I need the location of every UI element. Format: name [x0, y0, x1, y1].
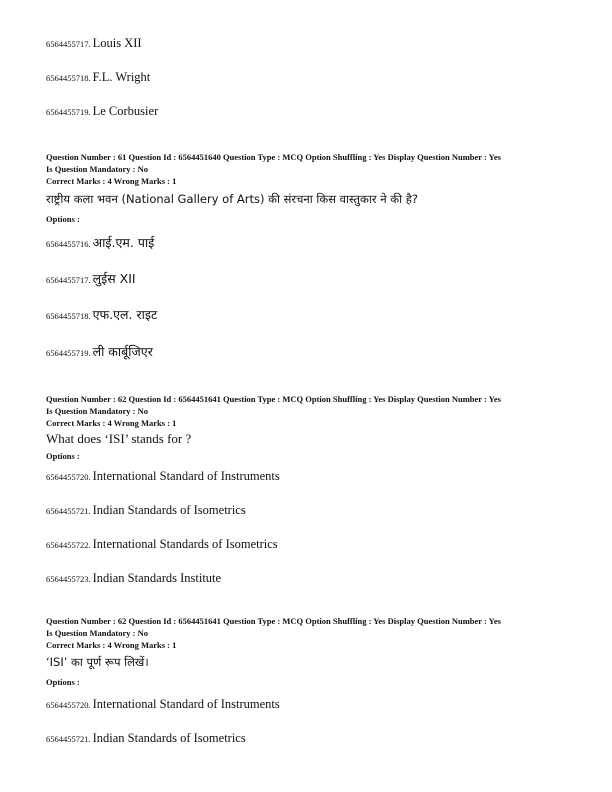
option-item	[46, 270, 136, 288]
option-item	[46, 234, 154, 252]
option-text: Indian Standards of Isometrics	[92, 503, 246, 517]
mandatory-line: Is Question Mandatory : No	[46, 406, 149, 416]
option-id: 6564455719.	[46, 348, 91, 358]
options-label: Options :	[46, 677, 80, 687]
option-item	[46, 68, 150, 86]
option-id: 6564455718.	[46, 311, 91, 321]
option-item	[46, 102, 158, 120]
option-id: 6564455718.	[46, 73, 91, 83]
option-item	[46, 343, 153, 361]
mandatory-line: Is Question Mandatory : No	[46, 628, 149, 638]
option-id: 6564455721.	[46, 734, 91, 744]
options-label: Options :	[46, 451, 80, 461]
option-text: Louis XII	[92, 36, 142, 50]
option-text: लुईस XII	[92, 271, 136, 286]
option-item	[46, 306, 157, 324]
option-id: 6564455721.	[46, 506, 91, 516]
option-text: Indian Standards Institute	[92, 571, 222, 585]
option-text: International Standard of Instruments	[92, 469, 280, 483]
marks-line: Correct Marks : 4 Wrong Marks : 1	[46, 176, 177, 186]
option-item	[46, 34, 142, 52]
option-item	[46, 569, 221, 587]
options-label: Options :	[46, 214, 80, 224]
option-text: आई.एम. पाई	[92, 235, 155, 250]
question-header	[46, 393, 570, 429]
mandatory-line: Is Question Mandatory : No	[46, 164, 149, 174]
option-item	[46, 467, 280, 485]
question-header	[46, 615, 570, 651]
option-text: F.L. Wright	[92, 70, 151, 84]
marks-line: Correct Marks : 4 Wrong Marks : 1	[46, 418, 177, 428]
option-id: 6564455717.	[46, 275, 91, 285]
option-id: 6564455723.	[46, 574, 91, 584]
option-text: International Standards of Isometrics	[92, 537, 278, 551]
option-id: 6564455720.	[46, 700, 91, 710]
option-id: 6564455719.	[46, 107, 91, 117]
option-text: एफ.एल. राइट	[92, 307, 158, 322]
question-text: ‘ISI’ का पूर्ण रूप लिखें।	[46, 655, 149, 669]
question-meta: Question Number : 62 Question Id : 6564451641 Question Type : MCQ Option Shuffling : Yes Display Question Number : Yes	[46, 616, 501, 626]
question-meta: Question Number : 61 Question Id : 6564451640 Question Type : MCQ Option Shuffling : Yes Display Question Number : Yes	[46, 152, 501, 162]
option-text: Le Corbusier	[92, 104, 159, 118]
option-item	[46, 535, 278, 553]
option-id: 6564455722.	[46, 540, 91, 550]
option-item	[46, 501, 246, 519]
option-id: 6564455716.	[46, 239, 91, 249]
question-header	[46, 151, 570, 187]
question-text: What does ‘ISI’ stands for ?	[46, 431, 192, 446]
question-text: राष्ट्रीय कला भवन (National Gallery of Arts) की संरचना किस वास्तुकार ने की है?	[46, 192, 418, 206]
option-text: Indian Standards of Isometrics	[92, 731, 246, 745]
question-meta: Question Number : 62 Question Id : 6564451641 Question Type : MCQ Option Shuffling : Yes Display Question Number : Yes	[46, 394, 501, 404]
option-id: 6564455717.	[46, 39, 91, 49]
option-item	[46, 729, 246, 747]
option-text: ली कार्बूजिएर	[92, 344, 153, 359]
option-text: International Standard of Instruments	[92, 697, 280, 711]
marks-line: Correct Marks : 4 Wrong Marks : 1	[46, 640, 177, 650]
option-id: 6564455720.	[46, 472, 91, 482]
option-item	[46, 695, 280, 713]
